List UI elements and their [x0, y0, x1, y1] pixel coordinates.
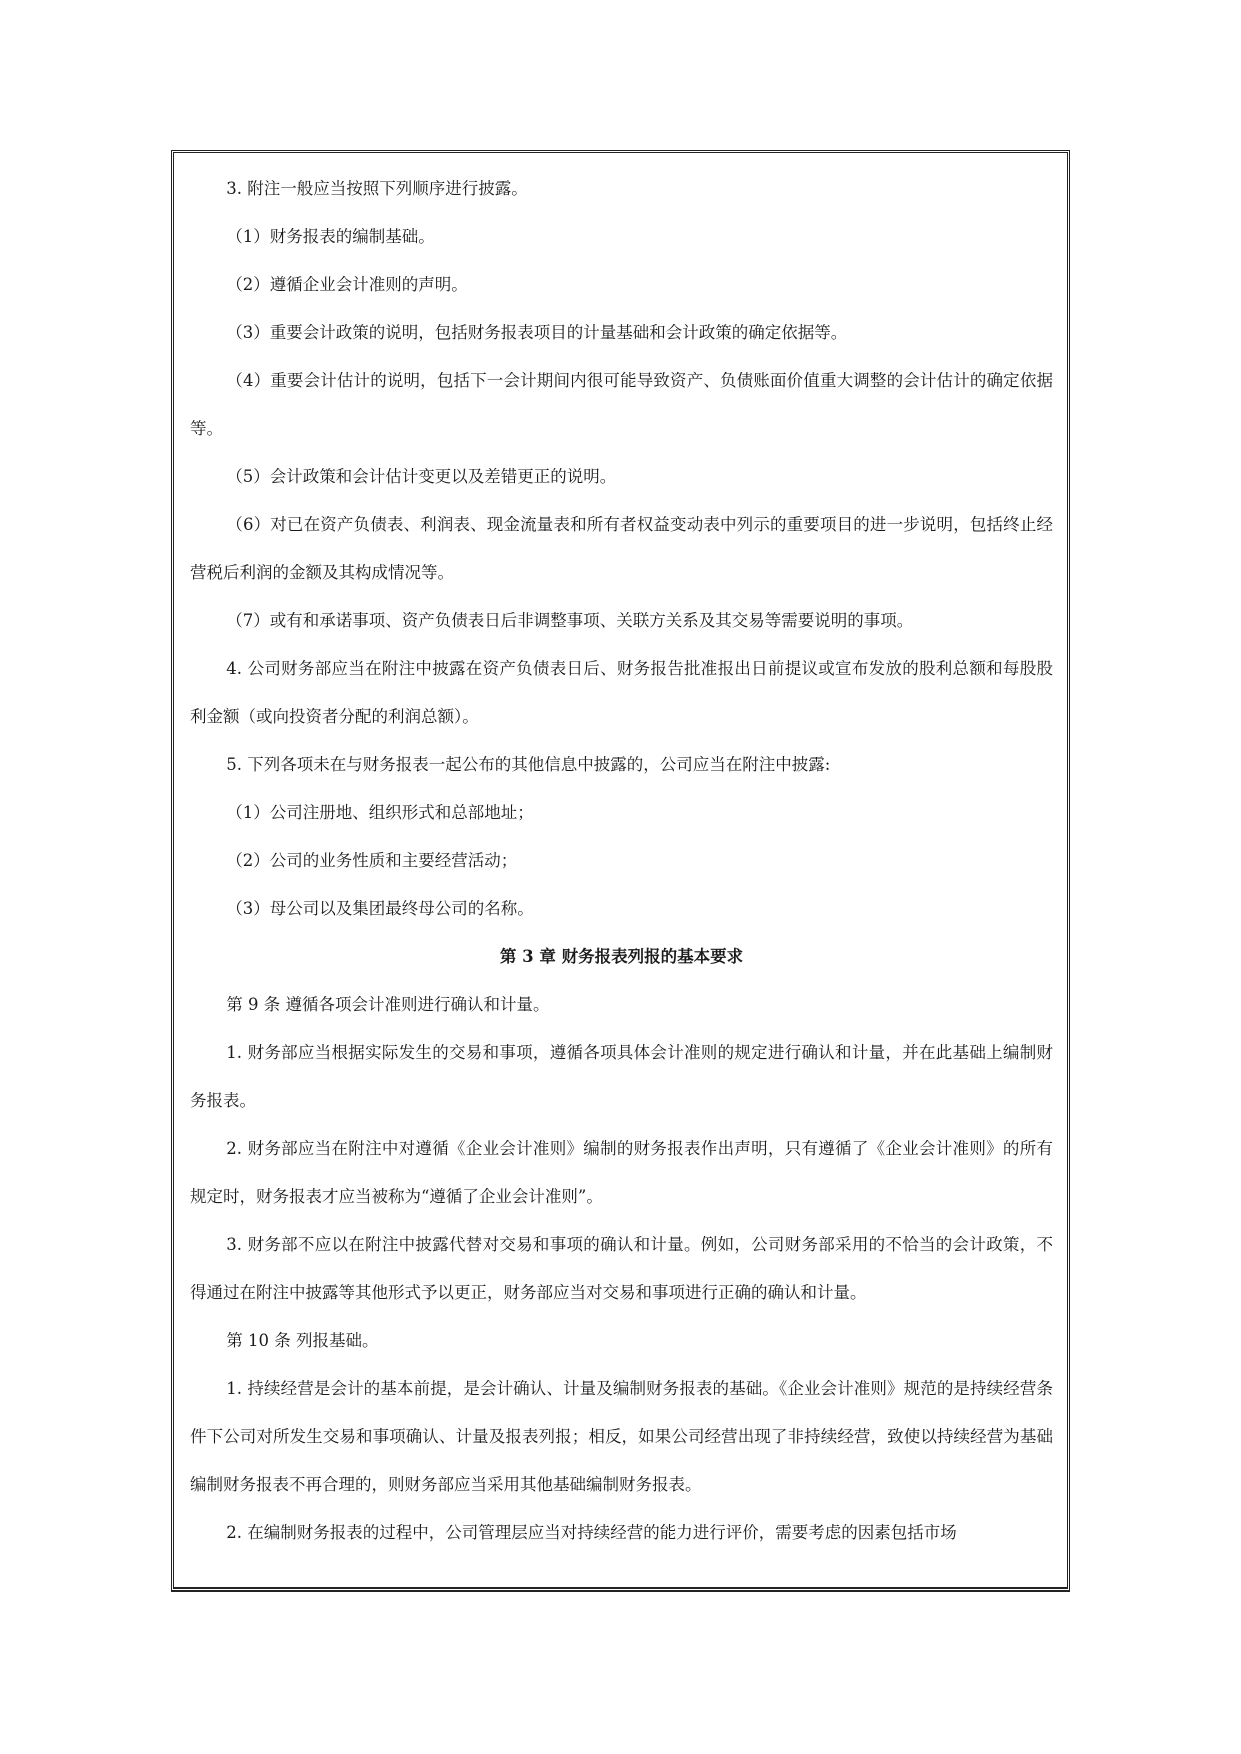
paragraph: （2）遵循企业会计准则的声明。 [226, 275, 468, 294]
paragraph: （6）对已在资产负债表、利润表、现金流量表和所有者权益变动表中列示的重要项目的进一步说明，包括终止经营税后利润的金额及其构成情况等。 [190, 515, 1053, 582]
paragraph: 1. 持续经营是会计的基本前提，是会计确认、计量及编制财务报表的基础。《企业会计准则》规范的是持续经营条件下公司对所发生交易和事项确认、计量及报表列报；相反，如果公司经营出现了非持续经营，致使以持续经营为基础编制财务报表不再合理的，则财务部应当采用其他基础编制财务报表。 [190, 1379, 1053, 1494]
paragraph: 4. 公司财务部应当在附注中披露在资产负债表日后、财务报告批准报出日前提议或宣布发放的股利总额和每股股利金额（或向投资者分配的利润总额）。 [190, 659, 1053, 726]
paragraph: （1）财务报表的编制基础。 [226, 227, 435, 246]
paragraph: （3）重要会计政策的说明，包括财务报表项目的计量基础和会计政策的确定依据等。 [226, 323, 848, 342]
paragraph: （5）会计政策和会计估计变更以及差错更正的说明。 [226, 467, 617, 486]
paragraph: （2）公司的业务性质和主要经营活动； [226, 851, 518, 870]
paragraph: （1）公司注册地、组织形式和总部地址； [226, 803, 534, 822]
paragraph: 第 10 条 列报基础。 [226, 1331, 379, 1350]
paragraph: 3. 财务部不应以在附注中披露代替对交易和事项的确认和计量。例如，公司财务部采用的不恰当的会计政策，不得通过在附注中披露等其他形式予以更正，财务部应当对交易和事项进行正确的确认和计量。 [190, 1235, 1053, 1302]
paragraph: （7）或有和承诺事项、资产负债表日后非调整事项、关联方关系及其交易等需要说明的事项。 [226, 611, 914, 630]
paragraph: 第 9 条 遵循各项会计准则进行确认和计量。 [226, 995, 550, 1014]
document-body [190, 165, 1053, 1557]
document-frame [171, 150, 1070, 1592]
paragraph: 2. 财务部应当在附注中对遵循《企业会计准则》编制的财务报表作出声明，只有遵循了《企业会计准则》的所有规定时，财务报表才应当被称为“遵循了企业会计准则”。 [190, 1139, 1053, 1206]
paragraph: （4）重要会计估计的说明，包括下一会计期间内很可能导致资产、负债账面价值重大调整的会计估计的确定依据等。 [190, 371, 1053, 438]
chapter-heading: 第 3 章 财务报表列报的基本要求 [499, 947, 744, 966]
paragraph: 3. 附注一般应当按照下列顺序进行披露。 [226, 179, 528, 198]
paragraph: 2. 在编制财务报表的过程中，公司管理层应当对持续经营的能力进行评价，需要考虑的因素包括市场 [226, 1523, 957, 1542]
paragraph: 5. 下列各项未在与财务报表一起公布的其他信息中披露的，公司应当在附注中披露: [226, 755, 831, 774]
paragraph: （3）母公司以及集团最终母公司的名称。 [226, 899, 534, 918]
paragraph: 1. 财务部应当根据实际发生的交易和事项，遵循各项具体会计准则的规定进行确认和计量，并在此基础上编制财务报表。 [190, 1043, 1053, 1110]
